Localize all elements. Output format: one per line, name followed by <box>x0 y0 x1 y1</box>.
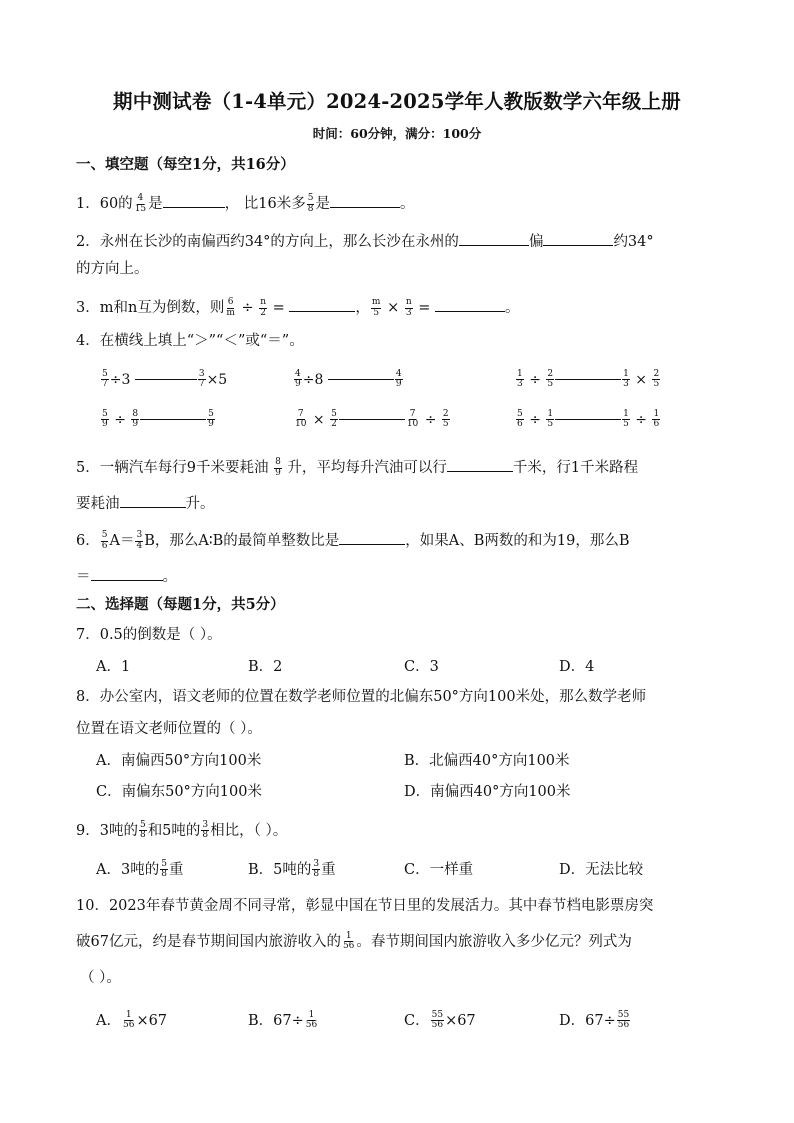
question-10-answer: （ ）。 <box>80 970 121 986</box>
question-8-cont: 位置在语文老师位置的（ ）。 <box>76 721 262 737</box>
option-d[interactable]: D．67÷ $\frac{55}{56}$ <box>559 1010 630 1031</box>
option-c[interactable]: C．一样重 <box>404 862 474 878</box>
question-10: 10．2023年春节黄金周不同寻常，彰显中国在节日里的发展活力。其中春节档电影票房突 <box>76 898 654 914</box>
question-2: 2．永州在长沙的南偏西约34°的方向上，那么长沙在永州的 偏 约34° <box>76 231 654 250</box>
answer-blank[interactable] <box>459 231 529 246</box>
answer-blank[interactable] <box>543 231 613 246</box>
fraction: $\frac{5}{8}$ <box>307 193 314 214</box>
option-b[interactable]: B．北偏西40°方向100米 <box>404 753 570 769</box>
compare-blank[interactable] <box>555 419 621 420</box>
compare-item: $\frac{4}{9}$ ÷8 $\frac{4}{9}$ <box>295 369 402 390</box>
option-a[interactable]: A．3吨的 $\frac{5}{8}$ 重 <box>96 859 184 880</box>
fraction: $\frac{6}{m}$ <box>226 297 235 318</box>
option-a[interactable]: A． $\frac{1}{56}$ ×67 <box>96 1010 168 1031</box>
answer-blank[interactable] <box>289 297 355 312</box>
option-c[interactable]: C． $\frac{55}{56}$ ×67 <box>404 1010 476 1031</box>
option-b[interactable]: B．5吨的 $\frac{3}{8}$ 重 <box>248 859 336 880</box>
compare-blank[interactable] <box>339 419 405 420</box>
section-2-title: 二、选择题（每题1分，共5分） <box>76 596 285 613</box>
question-6-cont: ＝ 。 <box>76 566 177 585</box>
question-6: 6． $\frac{5}{6}$ A＝ $\frac{3}{4}$ B，那么A∶B的最简单整数比是 ，如果A、B两数的和为19，那么B <box>76 530 630 551</box>
fraction: $\frac{5}{6}$ <box>101 530 108 551</box>
question-1: 1．60的 $\frac{4}{15}$ 是 ， 比16米多 $\frac{5}{8}$ 是 。 <box>76 193 415 214</box>
question-2-cont: 的方向上。 <box>76 261 149 277</box>
option-c[interactable]: C．3 <box>404 659 439 675</box>
fraction: $\frac{4}{15}$ <box>134 193 147 214</box>
page-title: 期中测试卷（1-4单元）2024-2025学年人教版数学六年级上册 <box>113 90 681 113</box>
fraction: $\frac{1}{56}$ <box>342 931 355 952</box>
option-b[interactable]: B．67÷ $\frac{1}{56}$ <box>248 1010 318 1031</box>
option-d[interactable]: D．4 <box>559 659 595 675</box>
fraction: $\frac{n}{3}$ <box>405 297 412 318</box>
question-4: 4．在横线上填上“＞”“＜”或“＝”。 <box>76 333 304 349</box>
question-9: 9．3吨的 $\frac{5}{8}$ 和5吨的 $\frac{3}{8}$ 相比，（ ）。 <box>76 820 288 841</box>
section-1-title: 一、填空题（每空1分，共16分） <box>76 156 295 173</box>
fraction: $\frac{3}{4}$ <box>136 530 143 551</box>
answer-blank[interactable] <box>163 193 225 208</box>
fraction: $\frac{n}{2}$ <box>260 297 267 318</box>
answer-blank[interactable] <box>447 457 513 472</box>
option-b[interactable]: B．2 <box>248 659 283 675</box>
compare-blank[interactable] <box>555 379 621 380</box>
answer-blank[interactable] <box>120 493 186 508</box>
compare-item: $\frac{1}{3}$ ÷ $\frac{2}{5}$ $\frac{1}{3}$ × $\frac{2}{5}$ <box>517 369 660 390</box>
question-5-cont: 要耗油 升。 <box>76 493 215 512</box>
option-c[interactable]: C．南偏东50°方向100米 <box>96 784 262 800</box>
compare-item: $\frac{5}{9}$ ÷ $\frac{8}{9}$ $\frac{5}{9}$ <box>102 409 214 430</box>
compare-blank[interactable] <box>328 379 394 380</box>
fraction: $\frac{m}{5}$ <box>371 297 381 318</box>
answer-blank[interactable] <box>339 530 405 545</box>
question-3: 3．m和n互为倒数，则 $\frac{6}{m}$ ÷ $\frac{n}{2}$ = ， $\frac{m}{5}$ × $\frac{n}{3}$ = 。 <box>76 297 520 318</box>
answer-blank[interactable] <box>435 297 505 312</box>
fraction: $\frac{5}{8}$ <box>139 820 146 841</box>
question-8: 8．办公室内，语文老师的位置在数学老师位置的北偏东50°方向100米处，那么数学老师 <box>76 689 647 705</box>
compare-blank[interactable] <box>135 379 197 380</box>
question-5: 5．一辆汽车每行9千米要耗油 $\frac{8}{9}$ 升，平均每升汽油可以行 千米，行1千米路程 <box>76 457 639 478</box>
fraction: $\frac{3}{8}$ <box>202 820 209 841</box>
compare-item: $\frac{5}{6}$ ÷ $\frac{1}{5}$ $\frac{1}{5}$ ÷ $\frac{1}{6}$ <box>517 409 660 430</box>
option-d[interactable]: D．南偏西40°方向100米 <box>404 784 571 800</box>
compare-item: $\frac{5}{7}$ ÷3 $\frac{3}{7}$ ×5 <box>102 369 228 390</box>
compare-item: $\frac{7}{10}$ × $\frac{5}{2}$ $\frac{7}{10}$ ÷ $\frac{2}{5}$ <box>295 409 449 430</box>
answer-blank[interactable] <box>330 193 400 208</box>
compare-blank[interactable] <box>140 419 206 420</box>
fraction: $\frac{8}{9}$ <box>275 457 281 478</box>
answer-blank[interactable] <box>91 566 163 581</box>
option-a[interactable]: A．南偏西50°方向100米 <box>96 753 262 769</box>
exam-time-info: 时间：60分钟，满分：100分 <box>312 126 482 141</box>
option-d[interactable]: D．无法比较 <box>559 862 644 878</box>
question-10-cont: 破67亿元，约是春节期间国内旅游收入的 $\frac{1}{56}$ 。春节期间国内旅游收入多少亿元？列式为 <box>76 931 632 952</box>
option-a[interactable]: A．1 <box>96 659 131 675</box>
question-7: 7．0.5的倒数是（ ）。 <box>76 627 222 643</box>
